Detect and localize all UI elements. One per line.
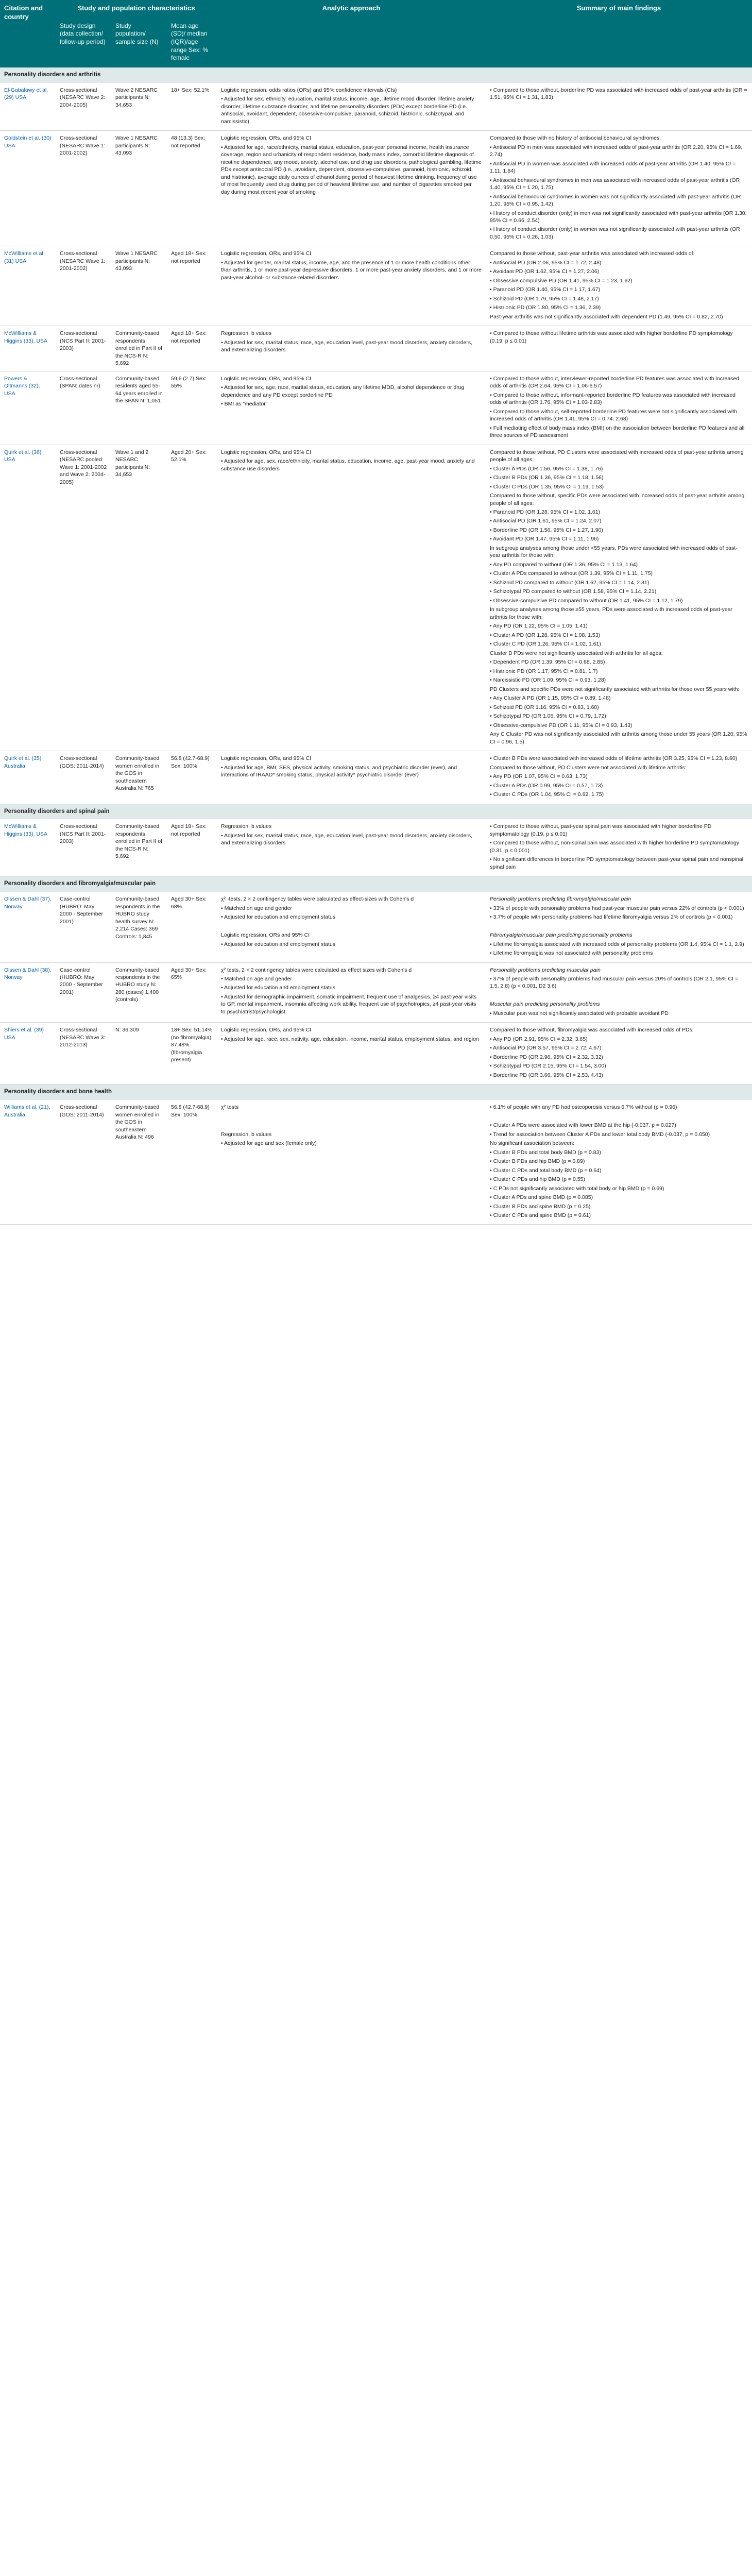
analytic-approach-cell xyxy=(217,819,486,876)
finding-item: • Avoidant PD (OR 1.47, 95% CI = 1.11, 1.96) xyxy=(490,535,748,543)
finding-item: • Borderline PD (OR 3.66, 95% CI = 2.53, 4.43) xyxy=(490,1072,748,1079)
citation-cell: McWilliams & Higgins (33), USA xyxy=(0,819,56,876)
finding-item: Cluster B PDs were not significantly associated with arthritis for all ages: xyxy=(490,650,663,656)
finding-item: • Antisocial behavioural syndromes in women was not significantly associated with past-year arthritis (OR 1.20, 95% CI = 0.95, 1.42) xyxy=(490,193,748,208)
section-title: Personality disorders and spinal pain xyxy=(0,804,752,819)
finding-item: • Obsessive-compulsive PD (OR 1.11, 95% CI = 0.93, 1.43) xyxy=(490,722,748,729)
main-findings-cell xyxy=(486,751,752,804)
citation-cell: McWilliams et al. (31) USA xyxy=(0,246,56,326)
approach-item: • Matched on age and gender xyxy=(221,905,482,912)
age-sex-cell: Aged 18+ Sex: not reported xyxy=(167,326,217,371)
header-analytic-approach: Analytic approach xyxy=(217,0,486,67)
finding-item: • Trend for association between Cluster A PDs and lower total body BMD (-0.037, p = 0.050) xyxy=(490,1131,748,1138)
finding-item: • Antisocial PD (OR 3.57, 95% CI = 2.72, 4.67) xyxy=(490,1044,748,1052)
finding-item: No significant association between: xyxy=(490,1140,575,1147)
finding-item: Muscular pain predicting personality problems xyxy=(490,1001,600,1008)
finding-item: • Cluster C PDs (OR 1.35, 95% CI = 1.19, 1.53) xyxy=(490,483,748,490)
analytic-approach-cell xyxy=(217,371,486,445)
citation-cell: Olssen & Dahl (37), Norway xyxy=(0,892,56,962)
study-population-cell: Wave 1 NESARC participants N: 43,093 xyxy=(111,131,167,246)
approach-item xyxy=(221,923,482,930)
table-row xyxy=(0,751,752,804)
finding-item: Compared to those without, fibromyalgia was associated with increased odds of PDs: xyxy=(490,1027,694,1033)
table-row xyxy=(0,819,752,876)
finding-item: • Cluster B PDs were associated with increased odds of lifetime arthritis (OR 3.25, 95% CI = 1.23, 8.60) xyxy=(490,755,748,762)
study-design-cell: Cross-sectional (NESARC Wave 2: 2004-2005) xyxy=(56,83,111,131)
section-title: Personality disorders and fibromyalgia/muscular pain xyxy=(0,876,752,892)
finding-item xyxy=(490,1113,748,1120)
finding-item: Compared to those with no history of antisocial behavioural syndromes: xyxy=(490,135,661,142)
finding-item: Personality problems predicting muscular pain xyxy=(490,967,601,973)
main-findings-cell xyxy=(486,246,752,326)
finding-item: Compared to those without, PD Clusters were not associated with lifetime arthritis: xyxy=(490,764,687,771)
finding-item: • Cluster C PDs and hip BMD (p = 0.55) xyxy=(490,1176,748,1183)
age-sex-cell: Aged 20+ Sex: 52.1% xyxy=(167,445,217,751)
finding-item: • Muscular pain was not significantly associated with probable avoidant PD xyxy=(490,1010,748,1017)
section-title: Personality disorders and bone health xyxy=(0,1084,752,1100)
study-population-cell: Community-based respondents enrolled in Part II of the NCS-R N: 5,692 xyxy=(111,819,167,876)
finding-item: Compared to those without, specific PDs were associated with increased odds of past-year arthritis among people of all ages: xyxy=(490,493,745,506)
finding-item: • Borderline PD (OR 1.56, 95% CI = 1.27, 1.90) xyxy=(490,527,748,534)
finding-item: • Histrionic PD (OR 1.17, 95% CI = 0.81, 1.7) xyxy=(490,668,748,675)
study-design-cell: Cross-sectional (SPAN: dates nr) xyxy=(56,371,111,445)
study-design-cell: Cross-sectional (NESARC pooled: Wave 1: 2001-2002 and Wave 2: 2004-2005) xyxy=(56,445,111,751)
finding-item: • Schizoid PD (OR 1.79, 95% CI = 1.48, 2.17) xyxy=(490,295,748,302)
finding-item: • Compared to those without, non-spinal pain was associated with higher borderline PD symptomatology (0.31, p ≤ 0.001) xyxy=(490,839,748,854)
study-design-cell: Cross-sectional (NESARC Wave 3: 2012-2013) xyxy=(56,1023,111,1084)
analytic-approach-cell xyxy=(217,962,486,1023)
finding-item: • Any PD (OR 1.07, 95% CI = 0.63, 1.73) xyxy=(490,773,748,780)
finding-item: • Dependent PD (OR 1.39, 95% CI = 0.68, 2.85) xyxy=(490,658,748,666)
age-sex-cell: 56.8 (42.7-68.9) Sex: 100% xyxy=(167,1100,217,1225)
finding-item: • Cluster A PDs compared to without (OR 1.39, 95% CI = 1.11, 1.75) xyxy=(490,570,748,577)
table-header xyxy=(0,0,752,67)
finding-item: • No significant differences in borderline PD symptomatology between past-year spinal pain and nonspinal spinal pain xyxy=(490,856,748,871)
finding-item: • Cluster B PDs (OR 1.36, 95% CI = 1.18, 1.56) xyxy=(490,474,748,481)
finding-item: • 6.1% of people with any PD had osteoporosis versus 6.7% without (p = 0.96) xyxy=(490,1104,748,1111)
finding-item: • History of conduct disorder (only) in women was not significantly associated with past-year arthritis (OR 0.50, 95% CI = 0.26, 1.03) xyxy=(490,226,748,241)
finding-item: In subgroup analyses among those ≥55 years, PDs were associated with increased odds of past-year arthritis for those with: xyxy=(490,606,732,620)
finding-item: • Cluster B PDs and total body BMD (p = 0.83) xyxy=(490,1149,748,1156)
main-findings-cell xyxy=(486,83,752,131)
approach-item: Logistic regression, odds ratios (ORs) and 95% confidence intervals (CIs) xyxy=(221,87,397,93)
finding-item: • Any PD (OR 1.22, 95% CI = 1.05, 1.41) xyxy=(490,622,748,630)
finding-item: Fibromyalgia/muscular pain predicting personality problems xyxy=(490,932,633,939)
analytic-approach-cell xyxy=(217,751,486,804)
section-title: Personality disorders and arthritis xyxy=(0,67,752,83)
analytic-approach-cell xyxy=(217,1023,486,1084)
table-row xyxy=(0,962,752,1023)
analytic-approach-cell xyxy=(217,326,486,371)
finding-item: • C PDs not significantly associated with total body or hip BMD (p = 0.69) xyxy=(490,1185,748,1192)
approach-item: • BMI as "mediator" xyxy=(221,400,482,408)
study-design-cell: Cross-sectional (NCS Part II: 2001-2003) xyxy=(56,819,111,876)
study-design-cell: Case-control (HUBRO: May 2000 - September 2001) xyxy=(56,892,111,962)
analytic-approach-cell xyxy=(217,892,486,962)
finding-item: • Schizotypal PD (OR 1.06, 95% CI = 0.79, 1.72) xyxy=(490,713,748,720)
table-row xyxy=(0,445,752,751)
approach-item: • Adjusted for age, race/ethnicity, marital status, education, past-year personal income, health insurance coverage, region and urbanicity of respondent residence, body mass index, comorbid lifetime diagnosis of nicotine dependence, any mood, anxiety, alcohol use, and drug use disorders, pathological gambling, lifetime PDs except antisocial PD (i.e., avoidant, dependent, obsessive-compulsive, paranoid, histrionic, schizoid, and histrionic), average daily ounces of ethanol during period of heaviest lifetime drinking, frequency of use of most frequently used drug during period of heaviest lifetime use, and number of cigarettes smoked per day during most recent year of smoking xyxy=(221,144,482,196)
main-findings-cell xyxy=(486,371,752,445)
study-population-cell: Wave 1 NESARC participants N: 43,093 xyxy=(111,246,167,326)
approach-item: • Adjusted for sex, marital status, race, age, education level, past-year mood disorders, anxiety disorders, and externalizing disorders xyxy=(221,339,482,354)
main-findings-cell xyxy=(486,962,752,1023)
approach-item: Logistic regression, ORs, and 95% CI xyxy=(221,755,312,762)
main-findings-cell xyxy=(486,445,752,751)
table-row xyxy=(0,83,752,131)
finding-item: • Narcissistic PD (OR 1.09, 95% CI = 0.93, 1.28) xyxy=(490,676,748,684)
citation-cell: El-Gabalawy et al. (29) USA xyxy=(0,83,56,131)
approach-item xyxy=(221,1122,482,1129)
approach-item: • Adjusted for age, BMI, SES, physical activity, smoking status, and psychiatric disorder (ever), and interactions of IRAAD* smoking status, physical activity* psychiatric disorder (ever) xyxy=(221,764,482,779)
analytic-approach-cell xyxy=(217,246,486,326)
study-design-cell: Cross-sectional (NESARC Wave 1: 2001-2002) xyxy=(56,246,111,326)
table-row xyxy=(0,1023,752,1084)
approach-item: • Adjusted for sex, age, race, marital status, education, any lifetime MDD, alcohol dependence or drug dependence and any PD except borderline PD xyxy=(221,384,482,399)
age-sex-cell: Aged 18+ Sex: not reported xyxy=(167,246,217,326)
main-findings-cell xyxy=(486,131,752,246)
approach-item: • Adjusted for education and employment status xyxy=(221,913,482,921)
analytic-approach-cell xyxy=(217,131,486,246)
finding-item: Any C Cluster PD was not significantly associated with arthritis among those under 55 years (OR 1.20, 95% CI = 0.96, 1.5) xyxy=(490,731,747,745)
finding-item: • Cluster A PDs (OR 0.99, 95% CI = 0.57, 1.73) xyxy=(490,782,748,789)
approach-item: Logistic regression, ORs, and 95% CI xyxy=(221,1027,312,1033)
finding-item: • Obsessive compulsive PD (OR 1.41, 95% CI = 1.23, 1.62) xyxy=(490,277,748,284)
approach-item: • Adjusted for sex, ethnicity, education, marital status, income, age, lifetime mood disorder, lifetime anxiety disorder, lifetime substance disorder, and lifetime personality disorders (PDs) except borderline PD (i.e., antisocial, avoidant, dependent, obsessive-compulsive, paranoid, schizoid, histrionic, schizotypal, and narcissistic) xyxy=(221,95,482,125)
citation-cell: Goldstein et al. (30) USA xyxy=(0,131,56,246)
finding-item: • Cluster C PD (OR 1.26, 95% CI = 1.02, 1.61) xyxy=(490,640,748,648)
header-study-design: Study design (data collection/ follow-up period) xyxy=(56,18,111,67)
citation-cell: McWilliams & Higgins (33), USA xyxy=(0,326,56,371)
section-header-row xyxy=(0,67,752,83)
finding-item: • Histrionic PD (OR 1.80, 95% CI = 1.36, 2.39) xyxy=(490,304,748,311)
table-row xyxy=(0,131,752,246)
table-row xyxy=(0,1100,752,1225)
finding-item: • Compared to those without lifetime arthritis was associated with higher borderline PD symptomology (0.19, p ≤ 0.01) xyxy=(490,330,748,345)
finding-item: • Cluster A PDs (OR 1.56, 95% CI = 1.38, 1.76) xyxy=(490,465,748,472)
finding-item: • Antisocial PD in women was associated with increased odds of past-year arthritis (OR 1.40, 95% CI = 1.11, 1.84) xyxy=(490,160,748,175)
header-study-group: Study and population characteristics xyxy=(56,0,217,18)
finding-item: • Compared to those without, borderline PD was associated with increased odds of past-year arthritis (OR = 1.51, 95% CI = 1.31, 1.83) xyxy=(490,87,748,101)
finding-item: • Paranoid PD (OR 1.40, 95% CI = 1.17, 1.67) xyxy=(490,286,748,293)
finding-item: • Any PD (OR 2.91, 95% CI = 2.32, 3.65) xyxy=(490,1036,748,1043)
finding-item: • Avoidant PD (OR 1.62, 95% CI = 1.27, 2.06) xyxy=(490,268,748,275)
analytic-approach-cell xyxy=(217,83,486,131)
age-sex-cell: 48 (13.3) Sex: not reported xyxy=(167,131,217,246)
citation-cell: Williams et al. (21), Australia xyxy=(0,1100,56,1225)
citation-cell: Olssen & Dahl (38), Norway xyxy=(0,962,56,1023)
section-header-row xyxy=(0,1084,752,1100)
finding-item: • Schizotypal PD (OR 2.15, 95% CI = 1.54, 3.00) xyxy=(490,1062,748,1070)
table-body xyxy=(0,67,752,1225)
finding-item: Personality problems predicting fibromyalgia/muscular pain xyxy=(490,896,631,903)
finding-item: • Cluster A PDs were associated with lower BMD at the hip (-0.037, p = 0.027) xyxy=(490,1122,748,1129)
study-population-cell: Wave 1 and 2 NESARC participants N: 34,653 xyxy=(111,445,167,751)
finding-item: • Obsessive-compulsive PD compared to without (OR 1.41, 95% CI = 1.12, 1.79) xyxy=(490,597,748,604)
main-findings-cell xyxy=(486,1023,752,1084)
table-row xyxy=(0,246,752,326)
approach-item: Logistic regression, ORs, and 95% CI xyxy=(221,250,312,257)
citation-cell: Quirk et al. (36) USA xyxy=(0,445,56,751)
age-sex-cell: 56.8 (42.7-68.9) Sex: 100% xyxy=(167,751,217,804)
study-population-cell: Community-based respondents enrolled in Part II of the NCS-R N: 5,692 xyxy=(111,326,167,371)
approach-item: • Adjusted for age and sex (female only) xyxy=(221,1140,482,1147)
age-sex-cell: Aged 18+ Sex: not reported xyxy=(167,819,217,876)
main-findings-cell xyxy=(486,819,752,876)
study-population-cell: Community-based women enrolled in the GOS in southeastern Australia N: 765 xyxy=(111,751,167,804)
approach-item: • Adjusted for education and employment status xyxy=(221,984,482,991)
study-population-cell: N: 36,309 xyxy=(111,1023,167,1084)
finding-item: • Cluster B PDs and spine BMD (p = 0.25) xyxy=(490,1203,748,1210)
finding-item xyxy=(490,992,748,999)
study-population-cell: Community-based respondents in the HUBRO study health survey N: 2,214 Cases: 369 Controls: 1,845 xyxy=(111,892,167,962)
finding-item: • Antisocial behavioural syndromes in men was associated with increased odds of past-year arthritis (OR 1.40, 95% CI = 1.20, 1.75) xyxy=(490,177,748,192)
approach-item: Logistic regression, ORs, and 95% CI xyxy=(221,375,312,382)
approach-item: • Adjusted for gender, marital status, income, age, and the presence of 1 or more health conditions other than arthritis, 1 or more past-year depressive disorders, 1 or more past-year anxiety disorders, and 1 or more past-year alcohol- or substance-related disorders xyxy=(221,259,482,281)
table-row xyxy=(0,892,752,962)
citation-cell: Quirk et al. (35) Australia xyxy=(0,751,56,804)
approach-item: • Matched on age and gender xyxy=(221,975,482,982)
finding-item: • Schizoid PD compared to without (OR 1.62, 95% CI = 1.14, 2.31) xyxy=(490,579,748,586)
finding-item: • History of conduct disorder (only) in men was not significantly associated with past-year arthritis (OR 1.30, 95% CI = 0.66, 2.54) xyxy=(490,210,748,225)
approach-item: Regression, b values xyxy=(221,823,272,830)
finding-item: • 37% of people with personality problems had muscular pain versus 20% of controls (OR 2.1, 95% CI = 1.5, 2.8) (p < 0.001, D2 3.6) xyxy=(490,975,748,990)
approach-item: • Adjusted for age, sex, race/ethnicity, marital status, education, income, age, past-year mood, anxiety and substance use disorders xyxy=(221,457,482,472)
table-row xyxy=(0,326,752,371)
study-design-cell: Cross-sectional (GOS: 2011-2014) xyxy=(56,751,111,804)
approach-item: Logistic regression, ORs, and 95% CI xyxy=(221,449,312,455)
approach-item: χ² tests xyxy=(221,1104,239,1111)
approach-item: • Adjusted for education and employment status xyxy=(221,941,482,948)
finding-item: • Borderline PD (OR 2.96, 95% CI = 2.32, 3.32) xyxy=(490,1054,748,1061)
age-sex-cell: Aged 30+ Sex: 65% xyxy=(167,962,217,1023)
study-design-cell: Cross-sectional (GOS: 2011-2014) xyxy=(56,1100,111,1225)
main-findings-cell xyxy=(486,326,752,371)
approach-item: χ² tests, 2 × 2 contingency tables were calculated as effect sizes with Cohen's d xyxy=(221,967,412,973)
citation-cell: Shiers et al. (39) USA xyxy=(0,1023,56,1084)
approach-item: χ² -tests, 2 × 2 contingency tables were calculated as effect-sizes with Cohen's d xyxy=(221,896,414,903)
finding-item: • Any Cluster A PD (OR 1.15, 95% CI = 0.89, 1.48) xyxy=(490,694,748,702)
finding-item: Compared to those without, past-year arthritis was associated with increased odds of: xyxy=(490,250,695,257)
finding-item: • Any PD compared to without (OR 1.36, 95% CI = 1.13, 1.64) xyxy=(490,561,748,568)
approach-item: Logistic regression, ORs and 95% CI xyxy=(221,932,310,939)
header-age-sex: Mean age (SD)/ median (IQR)/age range Sex: % female xyxy=(167,18,217,67)
finding-item: • Cluster B PDs and hip BMD (p = 0.89) xyxy=(490,1158,748,1165)
approach-item: • Adjusted for sex, marital status, race, age, education level, past-year mood disorders, anxiety disorders, and externalizing disorders xyxy=(221,832,482,847)
finding-item: • Paranoid PD (OR 1.28, 95% CI = 1.02, 1.61) xyxy=(490,509,748,516)
section-header-row xyxy=(0,804,752,819)
finding-item: • Compared to those without, informant-reported borderline PD features was associated with increased odds of arthritis (OR 1.76, 95% CI = 1.03-2.83) xyxy=(490,392,748,406)
finding-item: PD Clusters and specific PDs were not significantly associated with arthritis for those over 55 years with: xyxy=(490,686,740,692)
approach-item: Regression, b values xyxy=(221,1131,272,1138)
age-sex-cell: 18+ Sex: 51.14% (no fibromyalgia) 87.48% (fibromyalgia present) xyxy=(167,1023,217,1084)
header-study-population: Study population/ sample size (N) xyxy=(111,18,167,67)
approach-item: Logistic regression, ORs, and 95% CI xyxy=(221,135,312,142)
study-population-cell: Community-based residents aged 55-64 years enrolled in the SPAN N: 1,051 xyxy=(111,371,167,445)
finding-item xyxy=(490,923,748,930)
approach-item: • Adjusted for age, race, sex, nativity, age, education, income, marital status, employment status, and region xyxy=(221,1036,482,1043)
finding-item: • Schizotypal PD compared to without (OR 1.58, 95% CI = 1.14, 2.21) xyxy=(490,588,748,595)
finding-item: • Lifetime fibromyalgia associated with increased odds of personality problems (OR 1.4, 95% CI = 1.1, 2.9) xyxy=(490,941,748,948)
study-design-cell: Case-control (HUBRO: May 2000 - September 2001) xyxy=(56,962,111,1023)
results-table xyxy=(0,0,752,1225)
approach-item: • Adjusted for demographic impairment, somatic impairment, frequent use of analgesics, ≥4 past-year visits to GP, mental impairment, insomnia affecting work ability, frequent use of psychotropics, ≥4 past-year visits to psychiatrist/psychologist xyxy=(221,993,482,1015)
study-design-cell: Cross-sectional (NESARC Wave 1: 2001-2002) xyxy=(56,131,111,246)
finding-item: In subgroup analyses among those under <55 years, PDs were associated with increased odds of past-year arthritis for those with: xyxy=(490,545,738,559)
finding-item: • Cluster C PDs (OR 1.04, 95% CI = 0.62, 1.75) xyxy=(490,791,748,798)
study-population-cell: Wave 2 NESARC participants N: 34,653 xyxy=(111,83,167,131)
analytic-approach-cell xyxy=(217,445,486,751)
age-sex-cell: 18+ Sex: 52.1% xyxy=(167,83,217,131)
approach-item xyxy=(221,1113,482,1120)
finding-item: • 33% of people with personality problems had past-year muscular pain versus 22% of controls (p < 0.001) xyxy=(490,905,748,912)
finding-item: Past-year arthritis was not significantly associated with dependent PD (1.49, 95% CI = 0.82, 2.70) xyxy=(490,313,723,320)
finding-item: • Compared to those without, past-year spinal pain was associated with higher borderline PD symptomatology (0.19, p ≤ 0.01) xyxy=(490,823,748,838)
finding-item: • Lifetime fibromyalgia was not associated with personality problems xyxy=(490,950,748,957)
finding-item: • Cluster A PD (OR 1.28, 95% CI = 1.08, 1.53) xyxy=(490,632,748,639)
finding-item: Compared to those without, PD Clusters were associated with increased odds of past-year arthritis among people of all ages: xyxy=(490,449,744,463)
approach-item: Regression, b values xyxy=(221,330,272,337)
main-findings-cell xyxy=(486,1100,752,1225)
main-findings-cell xyxy=(486,892,752,962)
finding-item: • Full mediating effect of body mass index (BMI) on the association between borderline PD features and all three sources of PD assessment xyxy=(490,425,748,439)
study-population-cell: Community-based women enrolled in the GOS in southeastern Australia N: 496 xyxy=(111,1100,167,1225)
section-header-row xyxy=(0,876,752,892)
finding-item: • Cluster A PDs and spine BMD (p = 0.085) xyxy=(490,1194,748,1201)
finding-item: • Schizoid PD (OR 1.16, 95% CI = 0.83, 1.60) xyxy=(490,704,748,711)
finding-item: • Compared to those without, interviewer-reported borderline PD features was associated with increased odds of arthritis (OR 2.64, 95% CI = 1.06-6.57) xyxy=(490,375,748,390)
finding-item: • Antisocial PD (OR 2.06, 95% CI = 1.72, 2.48) xyxy=(490,259,748,266)
finding-item: • Cluster C PDs and total body BMD (p = 0.64) xyxy=(490,1167,748,1174)
study-design-cell: Cross-sectional (NCS Part II: 2001-2003) xyxy=(56,326,111,371)
finding-item: • 3.7% of people with personality problems had lifetime fibromyalgia versus 2% of controls (p < 0.001) xyxy=(490,913,748,921)
table-row xyxy=(0,371,752,445)
header-citation: Citation and country xyxy=(0,0,56,67)
study-population-cell: Community-based respondents in the HUBRO study N: 280 (cases) 1,400 (controls) xyxy=(111,962,167,1023)
finding-item: • Cluster C PDs and spine BMD (p = 0.61) xyxy=(490,1212,748,1219)
age-sex-cell: Aged 30+ Sex: 68% xyxy=(167,892,217,962)
header-main-findings: Summary of main findings xyxy=(486,0,752,67)
finding-item: • Antisocial PD in men was associated with increased odds of past-year arthritis (OR 2.20, 95% CI = 1.69, 2.74) xyxy=(490,144,748,159)
finding-item: • Antisocial PD (OR 1.61, 95% CI = 1.24, 2.07) xyxy=(490,517,748,524)
finding-item: • Compared to those without, self-reported borderline PD features were not significantly associated with increased odds of arthritis (OR 1.41, 95% CI = 0.74, 2.68) xyxy=(490,408,748,423)
citation-cell: Powers & Oltmanns (32), USA xyxy=(0,371,56,445)
analytic-approach-cell xyxy=(217,1100,486,1225)
age-sex-cell: 59.6 (2.7) Sex: 55% xyxy=(167,371,217,445)
